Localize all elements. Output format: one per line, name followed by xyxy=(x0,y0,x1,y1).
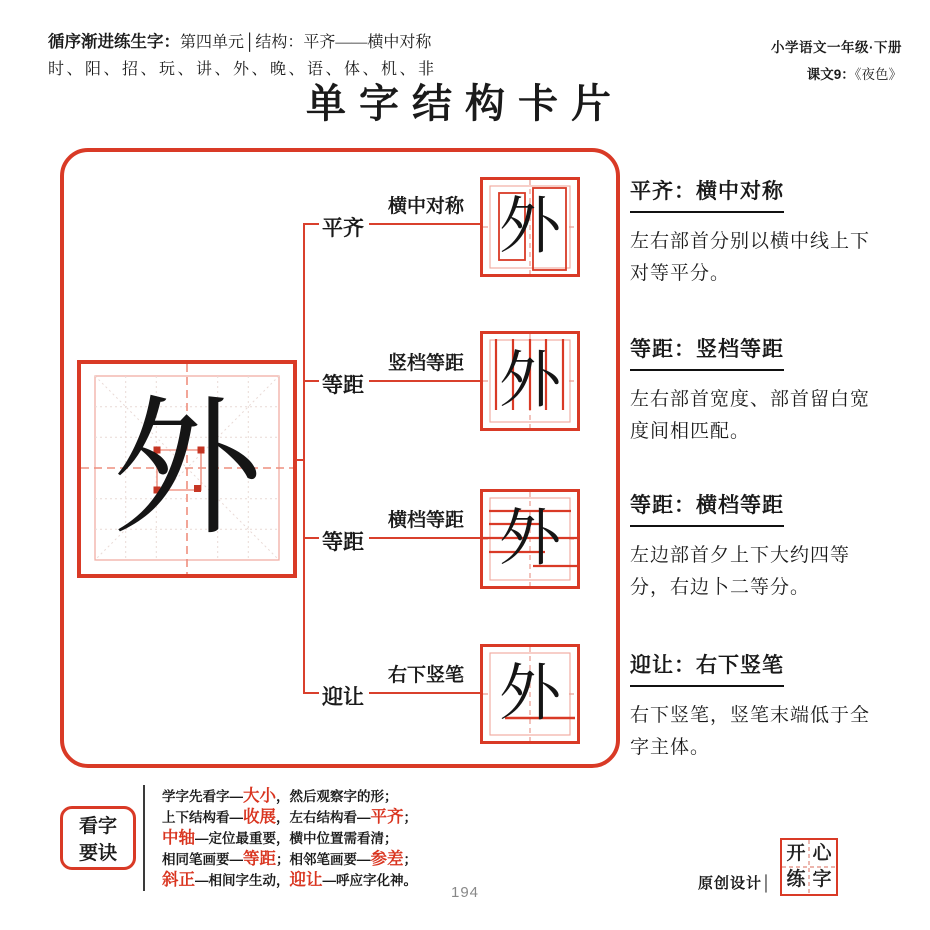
branch1-label: 平齐 xyxy=(322,217,364,240)
mnemonic-line: 学字先看字—大小，然后观察字的形； xyxy=(162,787,398,805)
branch3-character-glyph: 外 xyxy=(498,505,561,573)
seal-char-3: 练 xyxy=(786,869,806,890)
tips-box-line2: 要诀 xyxy=(78,843,117,864)
branch4-stub-line xyxy=(303,692,319,694)
branch4-character-glyph: 外 xyxy=(498,660,561,728)
mnemonic-line: 相同笔画要—等距；相邻笔画要—参差； xyxy=(162,850,417,868)
structure-label: 结构：平齐——横中对称 xyxy=(255,34,432,51)
mnemonic-line: 斜正—相间字生动，迎让—呼应字化神。 xyxy=(162,871,417,889)
lesson-title: 《夜色》 xyxy=(854,67,902,82)
main-character-box xyxy=(77,360,297,578)
seal-char-4: 字 xyxy=(812,869,832,890)
branch4-label: 迎让 xyxy=(322,686,364,709)
section-dengju-horizontal xyxy=(630,489,922,604)
branch2-character-glyph: 外 xyxy=(498,347,561,415)
footer-divider xyxy=(143,785,145,891)
mnemonic-line: 上下结构看—收展，左右结构看—平齐； xyxy=(162,808,417,826)
page-number: 194 xyxy=(450,884,480,901)
section-dengju-vertical xyxy=(630,333,922,448)
branch3-character-box xyxy=(480,489,580,589)
series-label: 循序渐进练生字： xyxy=(48,33,180,51)
branch1-stub-line xyxy=(303,223,319,225)
seal-char-1: 开 xyxy=(786,843,806,864)
section4-heading: 迎让：右下竖笔 xyxy=(630,649,784,687)
section-yingrang xyxy=(630,649,922,764)
branch4-character-box xyxy=(480,644,580,744)
section2-body: 左右部首宽度、部首留白宽度间相匹配。 xyxy=(630,389,871,442)
section3-heading: 等距：横档等距 xyxy=(630,489,784,527)
branch4-line xyxy=(369,692,480,694)
branch2-character-box xyxy=(480,331,580,431)
grade-label: 小学语文一年级·下册 xyxy=(771,40,902,55)
tips-box-line1: 看字 xyxy=(78,816,117,837)
branch4-sublabel: 右下竖笔 xyxy=(387,665,464,686)
main-character-glyph: 外 xyxy=(111,387,262,553)
branch2-stub-line xyxy=(303,380,319,382)
tree-trunk-line xyxy=(303,224,305,693)
branch1-sublabel: 横中对称 xyxy=(387,196,464,217)
mnemonic-line: 中轴—定位最重要，横中位置需看清； xyxy=(162,829,398,847)
section3-body: 左边部首夕上下大约四等分，右边卜二等分。 xyxy=(630,545,851,598)
branch1-line xyxy=(369,223,480,225)
section2-heading: 等距：竖档等距 xyxy=(630,333,784,371)
branch3-sublabel: 横档等距 xyxy=(387,510,464,531)
unit-label: 第四单元 xyxy=(180,34,245,51)
section-pingqi xyxy=(630,175,922,290)
section1-body: 左右部首分别以横中线上下对等平分。 xyxy=(630,231,871,284)
branch3-line xyxy=(369,537,480,539)
branch1-character-glyph: 外 xyxy=(498,193,561,261)
seal-char-2: 心 xyxy=(812,843,832,864)
branch2-line xyxy=(369,380,480,382)
branch3-label: 等距 xyxy=(322,531,364,554)
branch2-label: 等距 xyxy=(322,374,364,397)
header-line1 xyxy=(48,28,431,52)
section4-body: 右下竖笔，竖笔末端低于全字主体。 xyxy=(630,705,871,758)
tips-box xyxy=(60,806,136,870)
section1-heading: 平齐：横中对称 xyxy=(630,175,784,213)
character-list: 时、阳、招、玩、讲、外、晚、语、体、机、非 xyxy=(48,61,437,78)
mnemonic-block xyxy=(162,786,492,891)
branch2-sublabel: 竖档等距 xyxy=(387,353,464,374)
header-separator: │ xyxy=(244,34,256,51)
branch1-character-box xyxy=(480,177,580,277)
branch3-stub-line xyxy=(303,537,319,539)
page-title: 单字结构卡片 xyxy=(306,81,624,126)
credit-label: 原创设计│ xyxy=(698,875,773,892)
lesson-label: 课文9： xyxy=(806,67,855,82)
